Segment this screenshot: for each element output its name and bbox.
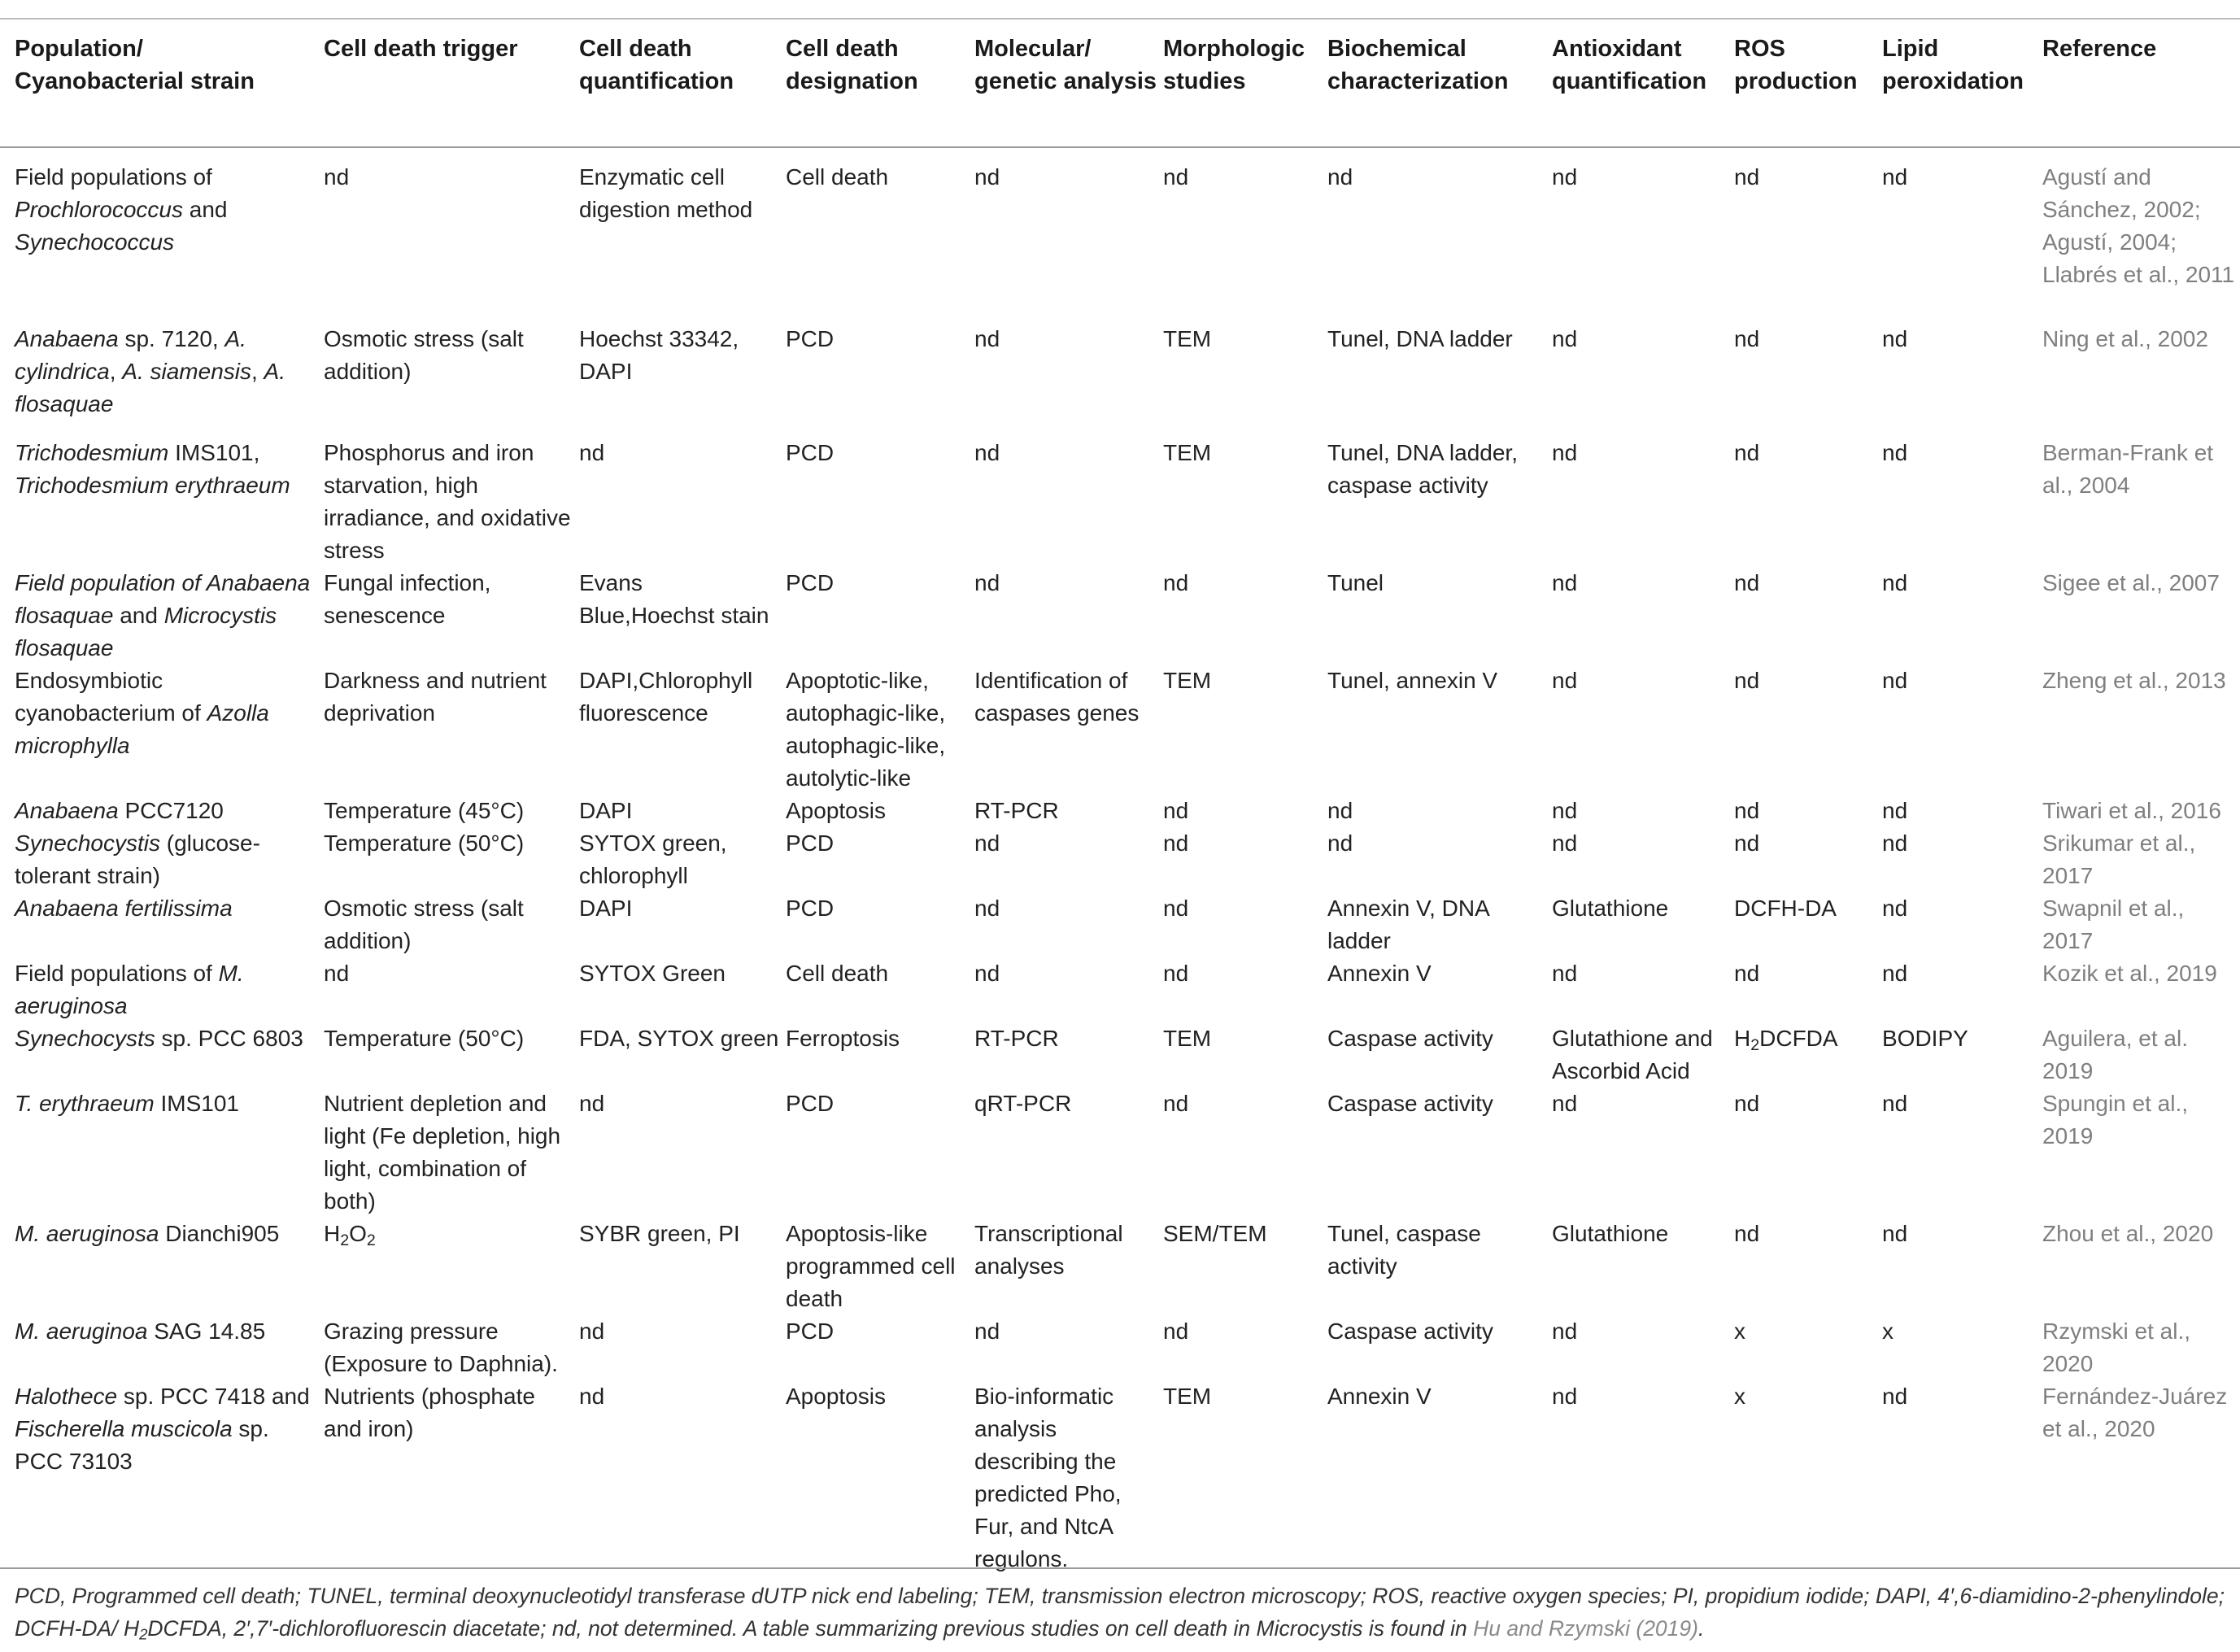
cell-antioxidant: nd [1552, 798, 1578, 823]
cell-strain: Halothece sp. PCC 7418 and Fischerella muscicola sp. PCC 73103 [15, 1384, 310, 1474]
cell-designation: Cell death [786, 164, 889, 190]
cell-ros-production: $H_2DCFDA$ [1734, 1026, 1838, 1054]
cell-reference: Zheng et al., 2013 [2042, 668, 2226, 693]
cell-strain: Endosymbiotic cyanobacterium of Azolla microphylla [15, 668, 269, 758]
header-ros-production: ROS production [1734, 36, 1858, 94]
cell-strain: Synechocysts sp. PCC 6803 [15, 1026, 303, 1051]
cell-antioxidant: nd [1552, 164, 1578, 190]
header-strain: Population/ Cyanobacterial strain [15, 36, 255, 94]
header-antioxidant: Antioxidant quantification [1552, 36, 1707, 94]
cell-reference: Fernández-Juárez et al., 2020 [2042, 1384, 2228, 1441]
cell-biochemical: Annexin V [1327, 1384, 1432, 1409]
cell-designation: PCD [786, 896, 835, 921]
cell-designation: PCD [786, 1319, 835, 1344]
cell-ros-production: nd [1734, 961, 1760, 986]
cell-quantification: Evans Blue,Hoechst stain [579, 570, 769, 628]
cell-ros-production: nd [1734, 440, 1760, 465]
cell-molecular: Bio-informatic analysis describing the predicted Pho, Fur, and NtcA regulons. [974, 1384, 1122, 1571]
header-designation: Cell death designation [786, 36, 918, 94]
footnote-text-end: . [1697, 1616, 1705, 1641]
cell-ros-production: nd [1734, 570, 1760, 595]
cell-quantification: SYTOX Green [579, 961, 726, 986]
footnote-text-part1: PCD, Programmed cell death; TUNEL, terminal deoxynucleotidyl transferase dUTP nick end labeling; TEM, transmission electron microscopy; ROS, reactive oxygen species; PI, propidium iodide; DAPI, 4′,6-diamidino-2-phenylindole; DCFH-DA/ H [15, 1584, 2225, 1641]
header-trigger: Cell death trigger [324, 36, 518, 62]
cell-ros-production: nd [1734, 1091, 1760, 1116]
cell-molecular: RT-PCR [974, 1026, 1059, 1051]
cell-molecular: nd [974, 164, 1000, 190]
cell-biochemical: Tunel, DNA ladder, caspase activity [1327, 440, 1518, 498]
cell-biochemical: nd [1327, 798, 1353, 823]
cell-molecular: Transcriptional analyses [974, 1221, 1123, 1279]
cell-antioxidant: Glutathione [1552, 1221, 1669, 1246]
cell-morphologic: nd [1163, 798, 1189, 823]
cell-trigger: nd [324, 961, 350, 986]
cell-morphologic: SEM/TEM [1163, 1221, 1267, 1246]
cell-lipid-peroxidation: nd [1882, 961, 1908, 986]
cell-lipid-peroxidation: nd [1882, 798, 1908, 823]
cell-designation: Apoptosis [786, 798, 886, 823]
cell-lipid-peroxidation: nd [1882, 896, 1908, 921]
header-morphologic: Morphologic studies [1163, 36, 1305, 94]
cell-ros-production: nd [1734, 668, 1760, 693]
cell-reference: Agustí and Sánchez, 2002; Agustí, 2004; Llabrés et al., 2011 [2042, 164, 2235, 287]
cell-molecular: nd [974, 326, 1000, 351]
cell-reference: Rzymski et al., 2020 [2042, 1319, 2191, 1376]
cell-designation: PCD [786, 830, 835, 856]
cell-lipid-peroxidation: nd [1882, 440, 1908, 465]
cell-strain: Field populations of Prochlorococcus and Synechococcus [15, 164, 228, 255]
cell-reference: Spungin et al., 2019 [2042, 1091, 2189, 1149]
cell-morphologic: nd [1163, 164, 1189, 190]
footnote-text-part2: DCFDA, 2′,7′-dichlorofluorescin diacetate; nd, not determined. A table summarizing previous studies on cell death in Microcystis is found in [147, 1616, 1474, 1641]
cell-quantification: DAPI,Chlorophyll fluorescence [579, 668, 753, 726]
cell-trigger: Phosphorus and iron starvation, high irradiance, and oxidative stress [324, 440, 571, 563]
cell-biochemical: Tunel, caspase activity [1327, 1221, 1481, 1279]
cell-trigger: Grazing pressure (Exposure to Daphnia). [324, 1319, 558, 1376]
cell-quantification: SYBR green, PI [579, 1221, 740, 1246]
cell-lipid-peroxidation: nd [1882, 668, 1908, 693]
cell-strain: M. aeruginosa Dianchi905 [15, 1221, 280, 1246]
cell-designation: PCD [786, 440, 835, 465]
cell-morphologic: TEM [1163, 1026, 1212, 1051]
cell-lipid-peroxidation: nd [1882, 1221, 1908, 1246]
cell-strain: Anabaena fertilissima [15, 896, 233, 921]
cell-reference: Ning et al., 2002 [2042, 326, 2208, 351]
cell-morphologic: TEM [1163, 326, 1212, 351]
cell-strain: Trichodesmium IMS101, Trichodesmium erythraeum [15, 440, 290, 498]
cell-biochemical: Tunel, annexin V [1327, 668, 1498, 693]
cell-quantification: SYTOX green, chlorophyll [579, 830, 727, 888]
cell-antioxidant: nd [1552, 668, 1578, 693]
cell-antioxidant: nd [1552, 326, 1578, 351]
cell-biochemical: Annexin V [1327, 961, 1432, 986]
cell-trigger: Fungal infection, senescence [324, 570, 491, 628]
cell-strain: Field populations of M. aeruginosa [15, 961, 244, 1018]
cell-strain: Anabaena PCC7120 [15, 798, 224, 823]
header-biochemical: Biochemical characterization [1327, 36, 1509, 94]
cell-designation: PCD [786, 570, 835, 595]
cell-lipid-peroxidation: nd [1882, 1384, 1908, 1409]
cell-antioxidant: nd [1552, 830, 1578, 856]
cell-designation: Ferroptosis [786, 1026, 900, 1051]
cell-morphologic: TEM [1163, 440, 1212, 465]
cell-reference: Aguilera, et al. 2019 [2042, 1026, 2188, 1083]
cell-morphologic: TEM [1163, 1384, 1212, 1409]
cell-quantification: DAPI [579, 896, 633, 921]
cell-quantification: nd [579, 1384, 605, 1409]
cell-molecular: RT-PCR [974, 798, 1059, 823]
cell-designation: Cell death [786, 961, 889, 986]
cell-morphologic: nd [1163, 570, 1189, 595]
cell-trigger: Osmotic stress (salt addition) [324, 326, 524, 384]
cell-ros-production: nd [1734, 1221, 1760, 1246]
cell-antioxidant: Glutathione and Ascorbid Acid [1552, 1026, 1713, 1083]
cell-designation: PCD [786, 326, 835, 351]
footnote-reference-link[interactable]: Hu and Rzymski (2019) [1473, 1616, 1698, 1641]
cell-lipid-peroxidation: BODIPY [1882, 1026, 1968, 1051]
header-reference: Reference [2042, 36, 2157, 62]
cell-designation: Apoptotic-like, autophagic-like, autophagic-like, autolytic-like [786, 668, 946, 791]
cell-reference: Srikumar et al., 2017 [2042, 830, 2196, 888]
cell-morphologic: nd [1163, 896, 1189, 921]
cell-molecular: nd [974, 830, 1000, 856]
cell-reference: Tiwari et al., 2016 [2042, 798, 2221, 823]
footnote-subscript: 2 [139, 1625, 148, 1643]
cell-antioxidant: nd [1552, 570, 1578, 595]
table-bottom-rule [0, 1567, 2240, 1569]
table-footnote [15, 1580, 2227, 1645]
cell-morphologic: nd [1163, 1091, 1189, 1116]
cell-reference: Zhou et al., 2020 [2042, 1221, 2214, 1246]
cell-ros-production: x [1734, 1319, 1745, 1344]
cell-lipid-peroxidation: nd [1882, 1091, 1908, 1116]
cell-strain: M. aeruginoa SAG 14.85 [15, 1319, 266, 1344]
cell-lipid-peroxidation: nd [1882, 830, 1908, 856]
cell-trigger: Nutrient depletion and light (Fe depletion, high light, combination of both) [324, 1091, 561, 1214]
cell-ros-production: nd [1734, 798, 1760, 823]
header-lipid-peroxidation: Lipid peroxidation [1882, 36, 2024, 94]
header-quantification: Cell death quantification [579, 36, 734, 94]
cell-antioxidant: nd [1552, 1319, 1578, 1344]
cell-trigger: $H_2O_2$ [324, 1221, 376, 1249]
cell-reference: Sigee et al., 2007 [2042, 570, 2220, 595]
cell-trigger: Osmotic stress (salt addition) [324, 896, 524, 953]
cell-strain: Field population of Anabaena flosaquae and Microcystis flosaquae [15, 570, 311, 660]
header-molecular: Molecular/ genetic analysis [974, 36, 1157, 94]
cell-lipid-peroxidation: nd [1882, 164, 1908, 190]
cell-morphologic: TEM [1163, 668, 1212, 693]
cell-trigger: nd [324, 164, 350, 190]
cell-quantification: nd [579, 1319, 605, 1344]
cell-molecular: nd [974, 570, 1000, 595]
cell-biochemical: Annexin V, DNA ladder [1327, 896, 1489, 953]
cell-morphologic: nd [1163, 1319, 1189, 1344]
cell-quantification: Hoechst 33342, DAPI [579, 326, 739, 384]
cell-ros-production: DCFH-DA [1734, 896, 1837, 921]
cell-biochemical: Caspase activity [1327, 1319, 1493, 1344]
cell-designation: Apoptosis [786, 1384, 886, 1409]
cell-antioxidant: Glutathione [1552, 896, 1669, 921]
cell-quantification: nd [579, 440, 605, 465]
cell-trigger: Darkness and nutrient deprivation [324, 668, 547, 726]
cell-antioxidant: nd [1552, 1091, 1578, 1116]
cell-designation: Apoptosis-like programmed cell death [786, 1221, 956, 1311]
cell-biochemical: Caspase activity [1327, 1091, 1493, 1116]
cell-antioxidant: nd [1552, 1384, 1578, 1409]
cell-trigger: Temperature (45°C) [324, 798, 525, 823]
cell-trigger: Nutrients (phosphate and iron) [324, 1384, 535, 1441]
cell-molecular: nd [974, 961, 1000, 986]
cell-morphologic: nd [1163, 961, 1189, 986]
cell-biochemical: nd [1327, 830, 1353, 856]
cell-ros-production: nd [1734, 326, 1760, 351]
table-top-rule [0, 18, 2240, 20]
cell-ros-production: x [1734, 1384, 1745, 1409]
cell-reference: Swapnil et al., 2017 [2042, 896, 2185, 953]
cell-antioxidant: nd [1552, 961, 1578, 986]
cell-morphologic: nd [1163, 830, 1189, 856]
cell-trigger: Temperature (50°C) [324, 1026, 525, 1051]
cell-molecular: nd [974, 1319, 1000, 1344]
cell-lipid-peroxidation: nd [1882, 570, 1908, 595]
cell-designation: PCD [786, 1091, 835, 1116]
cell-molecular: qRT-PCR [974, 1091, 1072, 1116]
cell-biochemical: Tunel, DNA ladder [1327, 326, 1513, 351]
cell-molecular: nd [974, 440, 1000, 465]
cell-quantification: DAPI [579, 798, 633, 823]
cell-lipid-peroxidation: x [1882, 1319, 1894, 1344]
cell-strain: T. erythraeum IMS101 [15, 1091, 239, 1116]
cell-quantification: nd [579, 1091, 605, 1116]
cell-biochemical: Tunel [1327, 570, 1384, 595]
cell-biochemical: Caspase activity [1327, 1026, 1493, 1051]
cell-ros-production: nd [1734, 164, 1760, 190]
cell-antioxidant: nd [1552, 440, 1578, 465]
cell-trigger: Temperature (50°C) [324, 830, 525, 856]
cell-strain: Synechocystis (glucose-tolerant strain) [15, 830, 260, 888]
cell-ros-production: nd [1734, 830, 1760, 856]
cell-molecular: nd [974, 896, 1000, 921]
table-header-rule [0, 146, 2240, 148]
cell-lipid-peroxidation: nd [1882, 326, 1908, 351]
cell-biochemical: nd [1327, 164, 1353, 190]
cell-reference: Berman-Frank et al., 2004 [2042, 440, 2214, 498]
cell-reference: Kozik et al., 2019 [2042, 961, 2217, 986]
cell-strain: Anabaena sp. 7120, A. cylindrica, A. siamensis, A. flosaquae [15, 326, 286, 416]
cell-quantification: Enzymatic cell digestion method [579, 164, 753, 222]
cell-molecular: Identification of caspases genes [974, 668, 1140, 726]
cell-quantification: FDA, SYTOX green [579, 1026, 779, 1051]
